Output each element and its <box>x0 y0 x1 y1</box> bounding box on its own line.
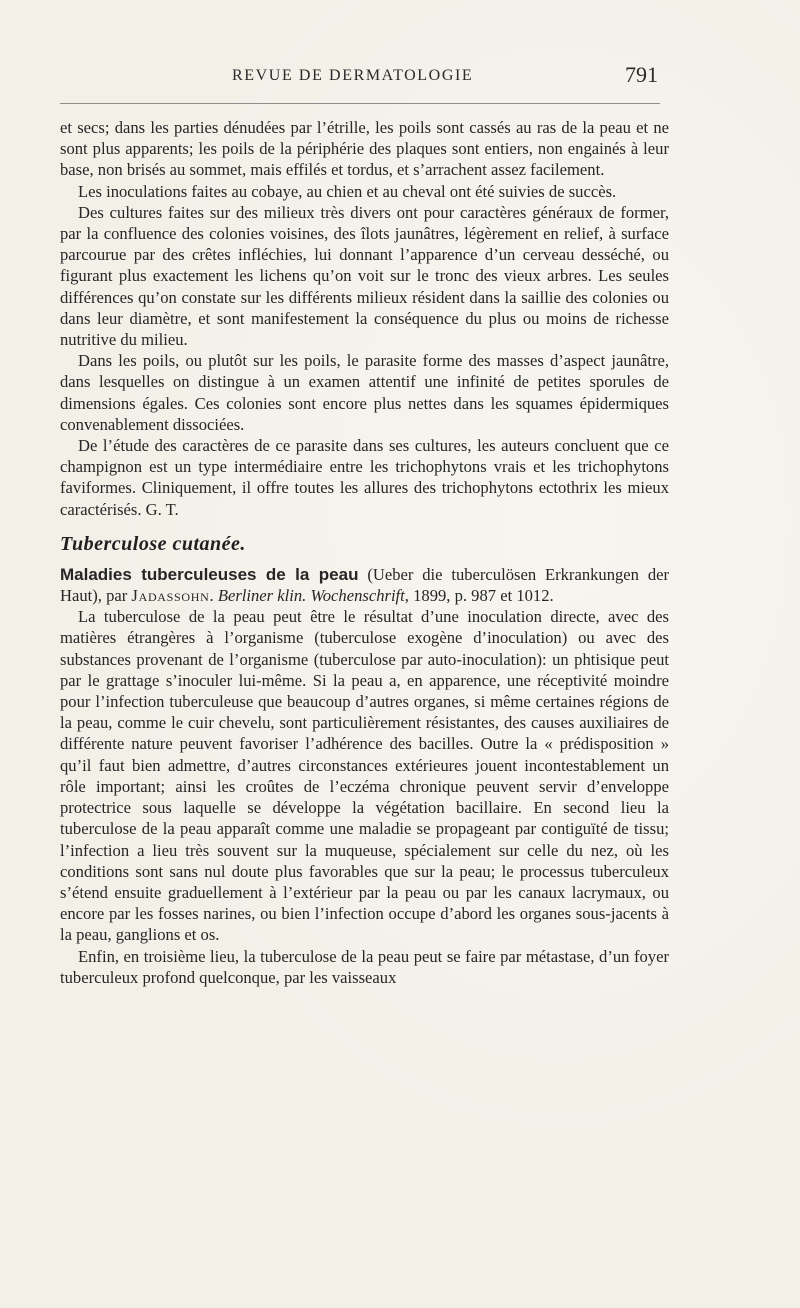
body-text <box>60 117 669 988</box>
header-rule <box>60 103 660 104</box>
article-subtitle: (Ueber die tuberculösen Erkrankungen der Haut), par <box>60 564 670 606</box>
section-title: Tuberculose cutanée. <box>60 532 246 555</box>
page-number: 791 <box>625 62 658 87</box>
article-title: Maladies tuberculeuses de la peau <box>60 564 359 584</box>
article-citation: , 1899, p. 987 et 1012. <box>404 586 554 606</box>
paragraph: Enfin, en troisième lieu, la tuberculose de la peau peut se faire par métastase, d’un foyer tuberculeux profond quelconque, par les vaisseaux <box>60 946 669 987</box>
paragraph: et secs; dans les parties dénudées par l’étrille, les poils sont cassés au ras de la peau et ne sont plus apparents; les poils de la périphérie des plaques sont entiers, non engainés à leur base, non brisés au sommet, mais effilés et tordus, et s’arrachent assez facilement. <box>60 118 669 180</box>
article-reference <box>60 564 669 606</box>
running-head: REVUE DE DERMATOLOGIE <box>232 67 474 84</box>
article-journal: Berliner klin. Wochenschrift <box>217 586 405 606</box>
paragraph: La tuberculose de la peau peut être le résultat d’une inoculation directe, avec des matières étrangères à l’organisme (tuberculose exogène d’inoculation) ou avec des substances provenant de l’organisme (tuberculose par auto-inoculation): un phtisique peut par le grattage s’inoculer lui-même. Si la peau a, en apparence, une réceptivité moindre pour l’infection tuberculeuse que beaucoup d’autres organes, si même certaines régions de la peau, comme le cuir chevelu, sont particulièrement résistantes, des causes auxiliaires de différente nature peuvent favoriser l’adhérence des bacilles. Outre la « prédisposition » qu’il faut bien admettre, d’autres circonstances extérieures jouent incontestablement un rôle important; ainsi les croûtes de l’eczéma chronique peuvent servir d’enveloppe protectrice sous laquelle se développe la végétation bacillaire. En second lieu la tuberculose de la peau apparaît comme une maladie se propageant par contiguïté de tissu; l’infection a lieu très souvent sur la muqueuse, spécialement sur celle du nez, où les conditions sont sans nul doute plus favorables que sur la peau; le processus tuberculeux s’étend ensuite graduellement à l’extérieur par la peau ou par les canaux lacrymaux, ou encore par les fosses narines, ou bien l’infection occupe d’abord les organes sous-jacents à la peau, ganglions et os. <box>60 607 669 945</box>
paragraph: Dans les poils, ou plutôt sur les poils, le parasite forme des masses d’aspect jaunâtre, dans lesquelles on distingue à un examen attentif une infinité de petites sporules de dimensions égales. Ces colonies sont encore plus nettes dans les squames épidermiques convenablement dissociées. <box>60 351 669 434</box>
paragraph: Des cultures faites sur des milieux très divers ont pour caractères généraux de former, par la confluence des colonies voisines, des îlots jaunâtres, légèrement en relief, à surface parcourue par des crêtes infléchies, lui donnant l’apparence d’un cerveau desséché, ou figurant plus exactement les lichens qu’on voit sur le tronc des vieux arbres. Les seules différences qu’on constate sur les différents milieux résident dans la saillie des colonies ou dans leur diamètre, et sont manifestement la conséquence du plus ou moins de richesse nutritive du milieu. <box>60 202 669 350</box>
article-author: Jadassohn <box>131 586 210 606</box>
paragraph: Les inoculations faites au cobaye, au chien et au cheval ont été suivies de succès. <box>78 181 617 201</box>
article-separator: . <box>209 586 218 606</box>
paragraph: De l’étude des caractères de ce parasite dans ses cultures, les auteurs concluent que ce champignon est un type intermédiaire entre les trichophytons vrais et les trichophytons faviformes. Cliniquement, il offre toutes les allures des trichophytons ectothrix les mieux caractérisés. G. T. <box>60 436 669 519</box>
page-header <box>60 64 660 94</box>
